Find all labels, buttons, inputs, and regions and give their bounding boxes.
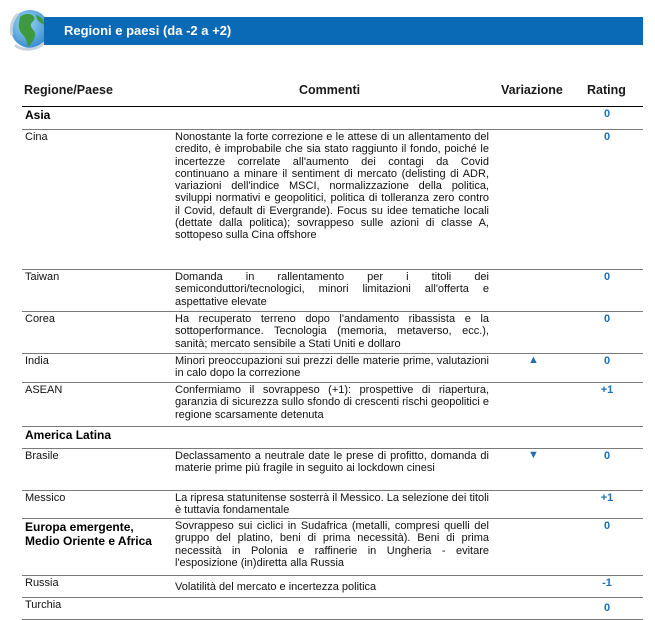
table-row [22,312,643,354]
row-name: Taiwan [25,271,60,283]
row-rating: 0 [603,520,611,532]
row-rating: 0 [603,131,611,143]
page-header [4,7,643,53]
column-header-region: Regione/Paese [24,83,113,97]
table-row [22,519,643,576]
arrow-up-icon: ▲ [528,354,539,366]
table-row [22,107,643,130]
row-name: Cina [25,131,48,143]
row-name: Europa emergente, Medio Oriente e Africa [25,520,152,548]
row-rating: 0 [603,313,611,325]
regions-table [22,82,643,620]
row-rating: 0 [603,450,611,462]
row-name: Turchia [25,599,62,611]
row-rating: 0 [603,355,611,367]
row-comment: La ripresa statunitense sosterrà il Messico. La selezione dei titoli è tuttavia fondamentale [175,492,489,517]
row-rating: +1 [600,384,614,396]
row-comment: Nonostante la forte correzione e le attese di un allentamento del credito, è improbabile che sia stato raggiunto il fondo, poiché le incertezze correlate all'aumento dei contagi da Covid continuano a minare il sentiment di mercato (delisting di ADR, variazioni dell'indice MSCI, normalizzazione della politica, sviluppi normativi e geopolitici, politica di tolleranza zero contro il Covid, default di Evergrande). Focus su idee tematiche locali (dettate dalla politica); sovrappeso sulle azioni di classe A, sottopeso sulla Cina offshore [175,131,489,242]
row-comment: Minori preoccupazioni sui prezzi delle materie prime, valutazioni in calo dopo la correzione [175,355,489,380]
table-row [22,598,643,620]
column-header-comments: Commenti [299,83,361,97]
row-name: Russia [25,577,59,589]
row-comment: Confermiamo il sovrappeso (+1): prospettive di riapertura, garanzia di sicurezza sullo sfondo di crescenti rischi geopolitici e regione scarsamente detenuta [175,384,489,421]
row-comment: Volatilità del mercato e incertezza politica [175,581,377,593]
column-header-variation: Variazione [501,83,563,97]
table-row [22,130,643,270]
row-comment: Ha recuperato terreno dopo l'andamento ribassista e la sottoperformance. Tecnologia (memoria, metaverso, ecc.), sanità; mercato sensibile a Stati Uniti e dollaro [175,313,489,350]
row-name: Brasile [25,450,59,462]
row-rating: 0 [603,108,611,120]
table-row [22,354,643,383]
row-comment: Declassamento a neutrale date le prese di profitto, domanda di materie prime più fragile in seguito ai lockdown cinesi [175,450,489,475]
table-row [22,491,643,519]
table-row [22,449,643,491]
row-rating: -1 [602,577,612,589]
row-name: Corea [25,313,55,325]
column-header-rating: Rating [587,83,626,97]
arrow-down-icon: ▼ [528,449,539,461]
row-name: America Latina [25,428,112,442]
row-comment: Domanda in rallentamento per i titoli dei semiconduttori/tecnologici, minori limitazioni all'offerta e aspettative elevate [175,271,489,308]
row-rating: 0 [603,602,611,614]
row-rating: 0 [603,271,611,283]
page-title: Regioni e paesi (da -2 a +2) [64,23,232,38]
table-row [22,576,643,598]
row-name: Messico [25,492,66,504]
row-comment: Sovrappeso sui ciclici in Sudafrica (metalli, compresi quelli del gruppo del platino, beni di prima necessità). Beni di prima necessità in Polonia e raffinerie in Ungheria - evitare l'esposizione (in)diretta alla Russia [175,520,489,569]
table-row [22,383,643,427]
title-bar [44,17,643,45]
table-header [22,82,643,107]
table-row [22,427,643,449]
row-name: India [25,355,49,367]
row-rating: +1 [600,492,614,504]
table-row [22,270,643,312]
row-name: ASEAN [25,384,63,396]
row-name: Asia [25,108,51,122]
